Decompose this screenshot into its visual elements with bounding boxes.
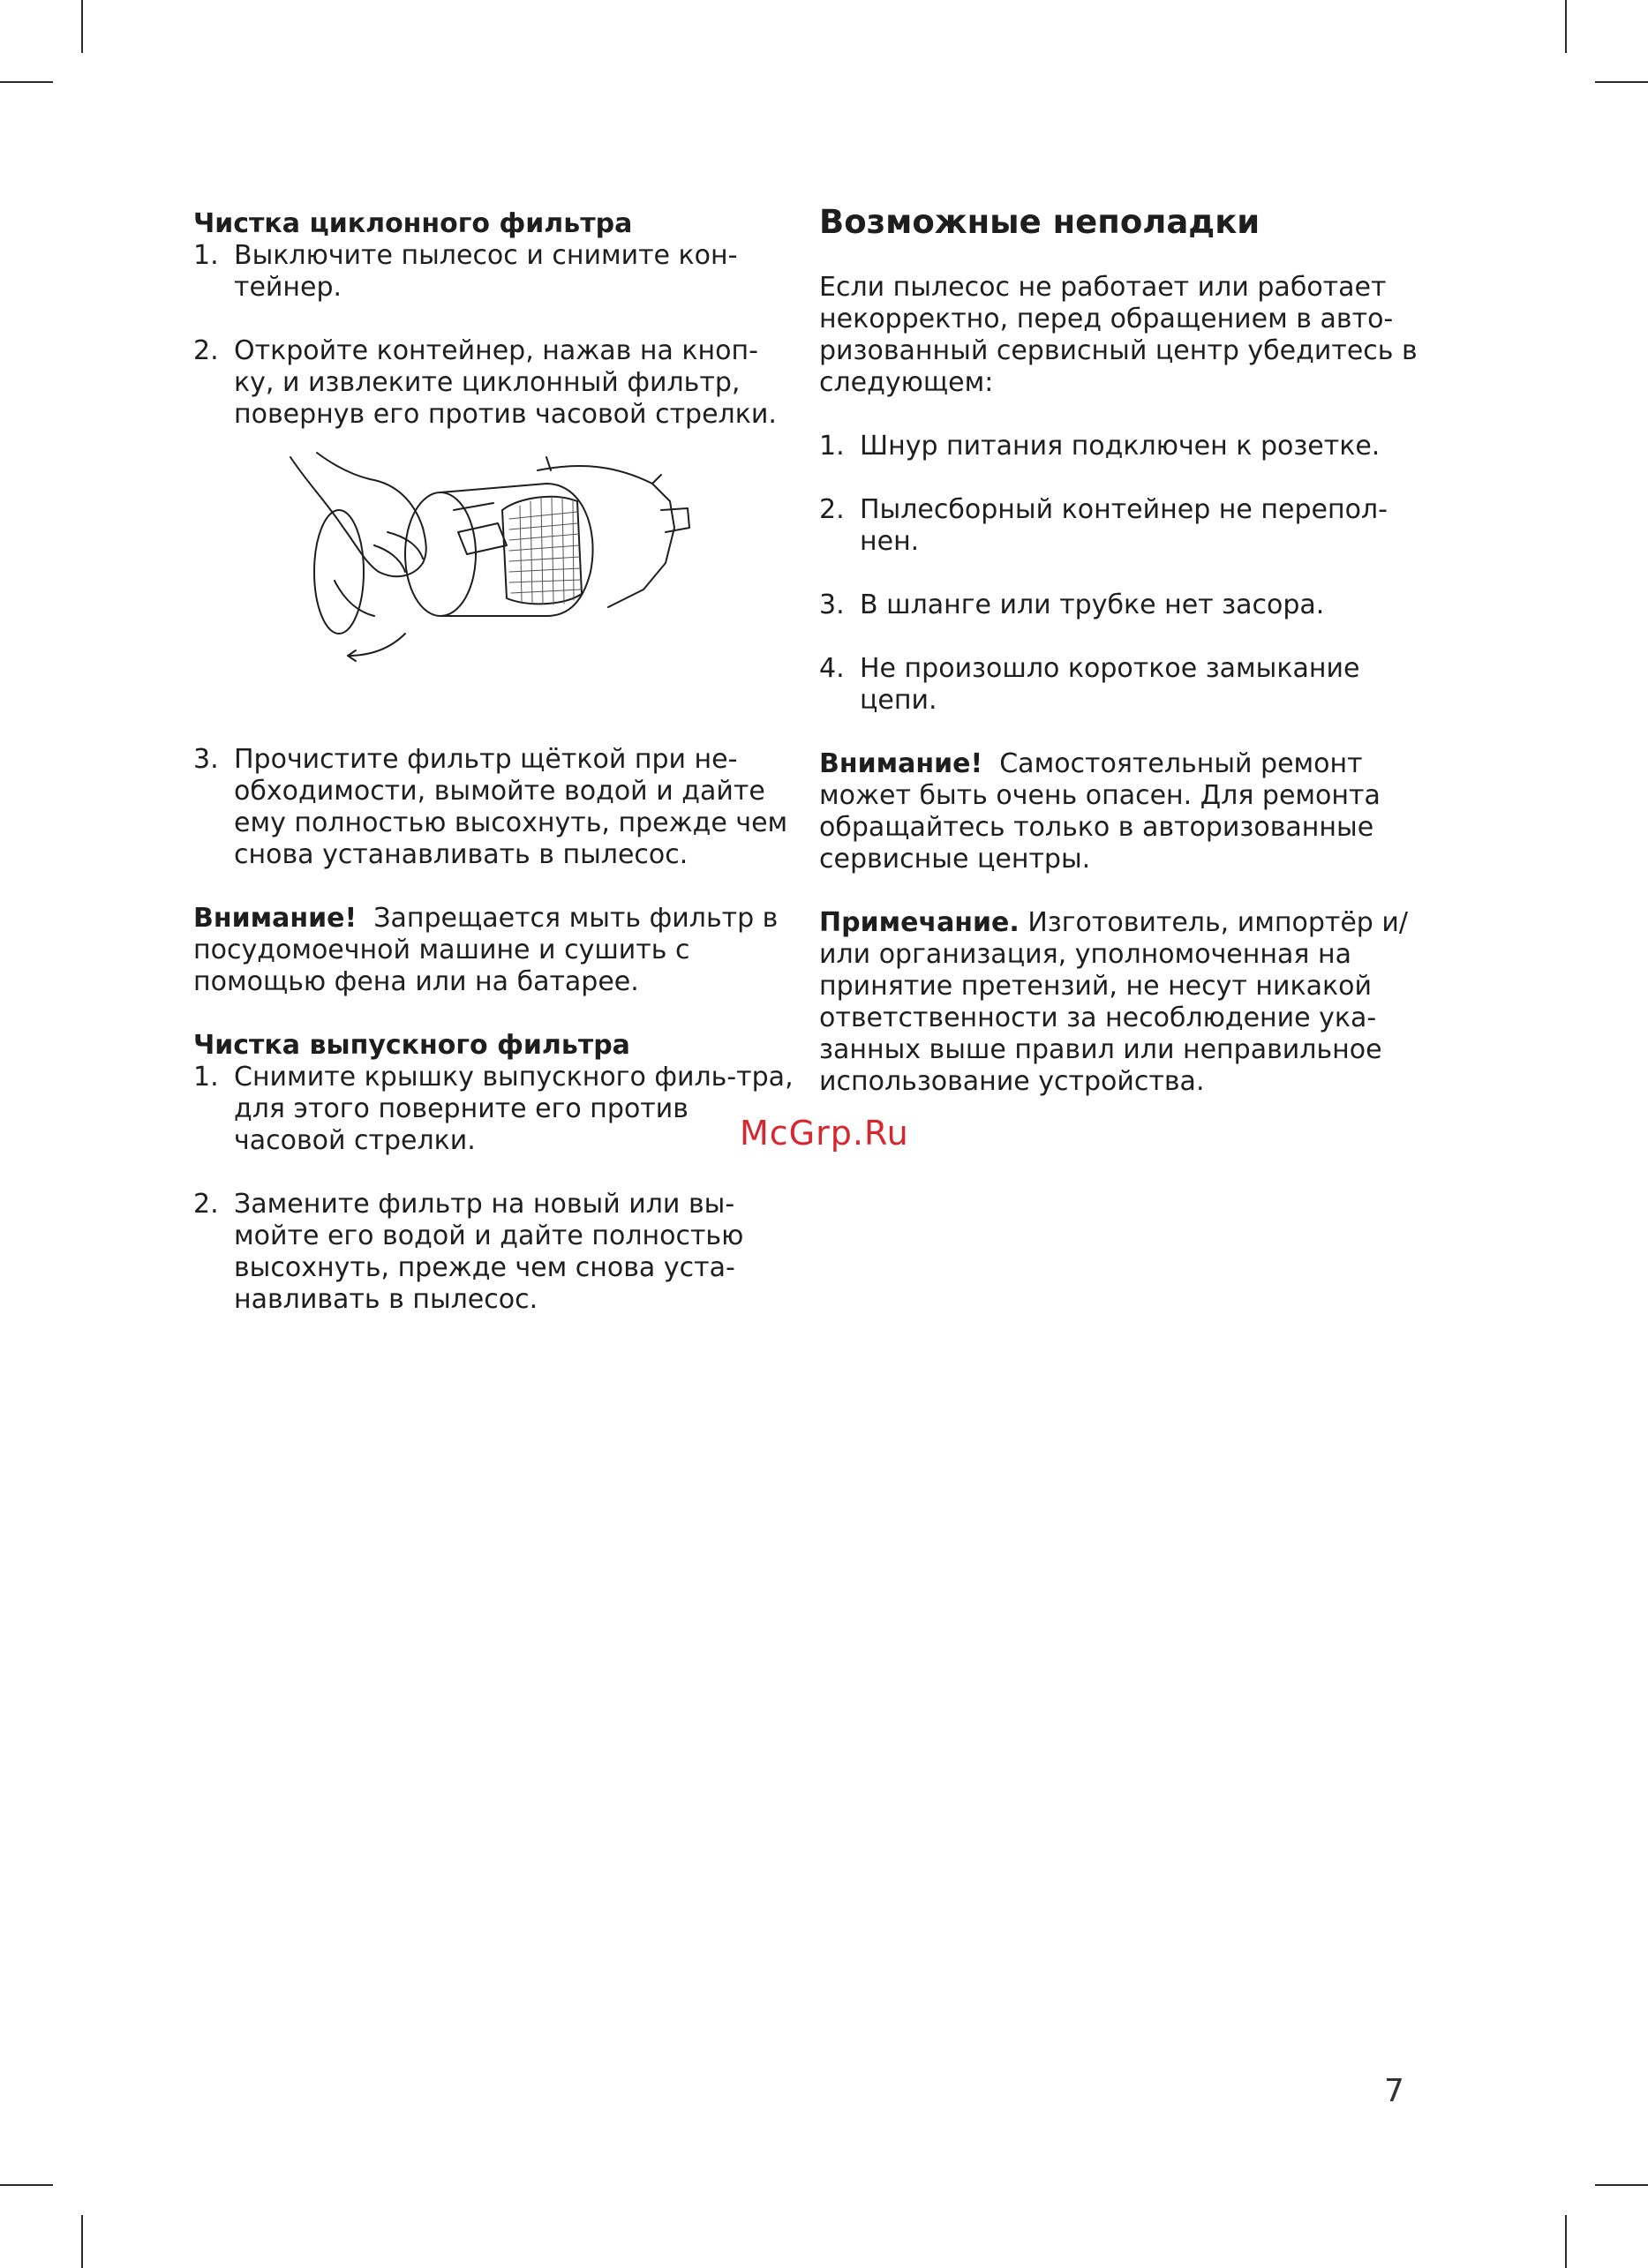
filter-removal-illustration <box>282 448 741 704</box>
step-number: 3. <box>819 590 845 620</box>
page-number: 7 <box>1384 2073 1404 2109</box>
crop-mark <box>81 0 83 53</box>
warning-paragraph <box>193 903 794 998</box>
warning-text: Запрещается мыть фильтр в посудомоечной машине и сушить с помощью фена или на батарее. <box>193 903 779 997</box>
step-number: 3. <box>193 744 219 775</box>
checks-list <box>819 431 1419 717</box>
step-text: Шнур питания подключен к розетке. <box>860 431 1381 462</box>
exhaust-filter-heading: Чистка выпускного фильтра <box>193 1030 630 1061</box>
list-item <box>193 1062 794 1157</box>
step-number: 2. <box>193 335 219 366</box>
list-item <box>193 1189 794 1316</box>
crop-mark <box>1565 0 1567 53</box>
note-text: Изготовитель, импортёр и/или организация, уполномоченная на принятие претензий, не несут никакой ответственности за несоблюдение ука-занных выше правил или неправильное использование устройства. <box>819 907 1408 1097</box>
step-text: Выключите пылесос и снимите кон-тейнер. <box>234 240 738 303</box>
step-text: Пылесборный контейнер не перепол-нен. <box>860 494 1388 557</box>
crop-mark <box>1595 81 1648 83</box>
troubleshooting-heading: Возможные неполадки <box>819 203 1260 241</box>
step-number: 1. <box>193 240 219 271</box>
list-item <box>193 744 794 871</box>
crop-mark <box>0 81 53 83</box>
step-number: 1. <box>819 431 845 462</box>
step-text: Снимите крышку выпускного филь-тра, для этого поверните его против часовой стрелки. <box>234 1062 794 1156</box>
right-column <box>819 205 1419 1130</box>
exhaust-steps-list <box>193 1062 794 1316</box>
step-text: Замените фильтр на новый или вы-мойте его водой и дайте полностью высохнуть, прежде чем снова уста-навливать в пылесос. <box>234 1189 744 1315</box>
list-item <box>819 653 1419 717</box>
cyclone-filter-heading: Чистка циклонного фильтра <box>193 208 633 239</box>
crop-mark <box>0 2184 53 2186</box>
step-number: 4. <box>819 653 845 684</box>
warning-paragraph <box>819 748 1419 875</box>
crop-mark <box>1595 2184 1648 2186</box>
note-label: Примечание. <box>819 907 1020 938</box>
warning-label: Внимание! <box>193 903 357 934</box>
step-text: Прочистите фильтр щёткой при не-обходимости, вымойте водой и дайте ему полностью высохнуть, прежде чем снова устанавливать в пылесос. <box>234 744 788 870</box>
warning-label: Внимание! <box>819 748 983 779</box>
cyclone-steps-list <box>193 240 794 431</box>
step-number: 1. <box>193 1062 219 1093</box>
intro-paragraph: Если пылесос не работает или работает некорректно, перед обращением в авто-ризованный сервисный центр убедитесь в следующем: <box>819 272 1418 398</box>
step-number: 2. <box>819 494 845 525</box>
list-item <box>193 240 794 304</box>
warning-text: Самостоятельный ремонт может быть очень опасен. Для ремонта обращайтесь только в авторизованные сервисные центры. <box>819 748 1381 875</box>
crop-mark <box>81 2215 83 2268</box>
left-column <box>193 208 794 1348</box>
list-item <box>193 335 794 431</box>
list-item <box>819 494 1419 558</box>
note-paragraph <box>819 907 1419 1098</box>
step-text: Откройте контейнер, нажав на кноп-ку, и извлеките циклонный фильтр, повернув его против часовой стрелки. <box>234 335 777 430</box>
list-item <box>819 431 1419 462</box>
step-text: В шланге или трубке нет засора. <box>860 590 1325 620</box>
cyclone-steps-list-continued <box>193 744 794 871</box>
list-item <box>819 590 1419 621</box>
step-text: Не произошло короткое замыкание цепи. <box>860 653 1360 716</box>
step-number: 2. <box>193 1189 219 1220</box>
watermark: McGrp.Ru <box>740 1114 909 1153</box>
crop-mark <box>1565 2215 1567 2268</box>
